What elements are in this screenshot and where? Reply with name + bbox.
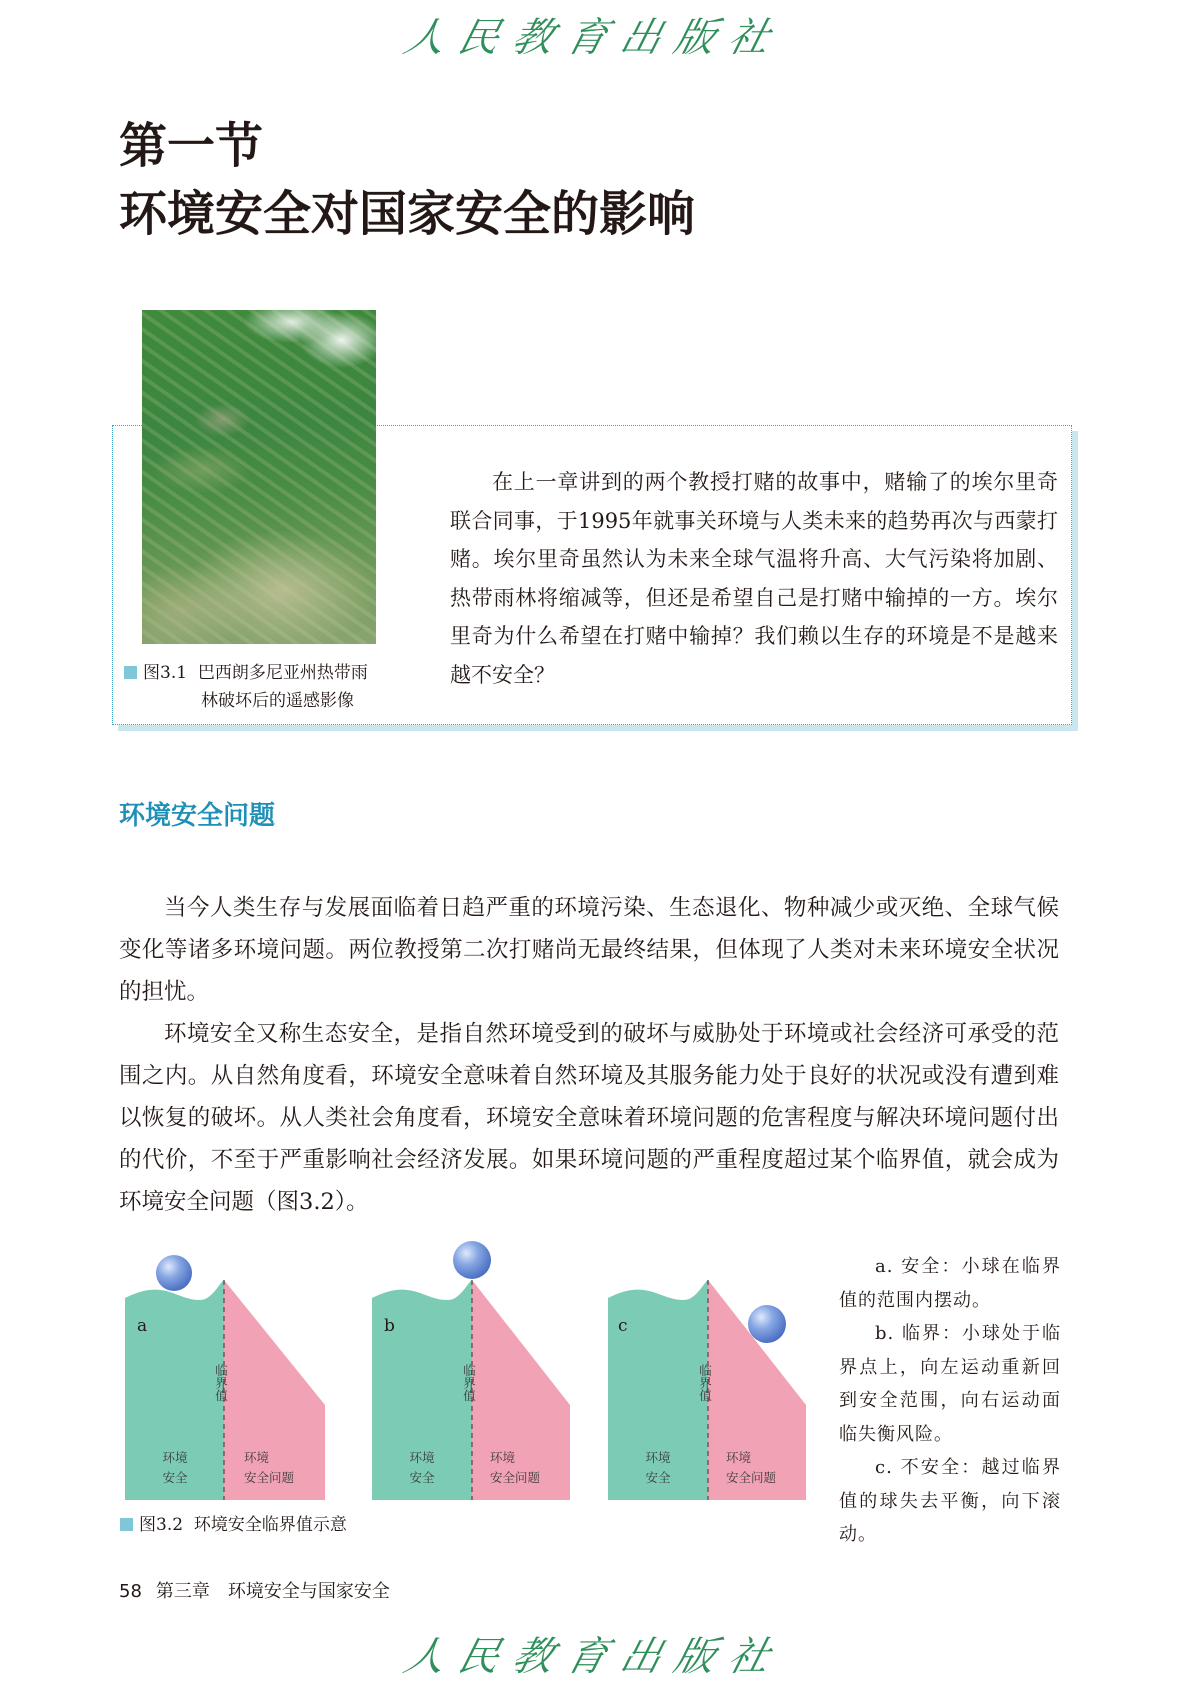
safe-zone: [372, 1280, 472, 1500]
ball-icon: [453, 1241, 491, 1279]
note-item: a. 安全：小球在临界值的范围内摆动。: [839, 1256, 1061, 1311]
satellite-image: [142, 310, 376, 644]
subheading: 环境安全问题: [119, 801, 276, 831]
note-item: b. 临界：小球处于临界点上，向左运动重新回到安全范围，向右运动面临失衡风险。: [839, 1323, 1061, 1445]
figure-3-2-caption: [120, 1511, 347, 1539]
caption-text: 环境安全临界值示意: [193, 1515, 347, 1535]
figure-3-2: [120, 1240, 810, 1510]
problem-label: 环境: [490, 1450, 516, 1465]
note-item: c. 不安全：越过临界值的球失去平衡，向下滚动。: [839, 1457, 1061, 1545]
problem-label: 环境: [726, 1450, 752, 1465]
figure-number: 图3.1: [143, 663, 188, 683]
safe-label: 环境: [645, 1450, 671, 1465]
safe-label: 环境: [162, 1450, 188, 1465]
panel-label: a: [137, 1316, 148, 1336]
body-paragraph: 环境安全又称生态安全，是指自然环境受到的破坏与威胁处于环境或社会经济可承受的范围之内。从自然角度看，环境安全意味着自然环境及其服务能力处于良好的状况或没有遭到难以恢复的破坏。从人类社会角度看，环境安全意味着环境问题的危害程度与解决环境问题付出的代价，不至于严重影响社会经济发展。如果环境问题的严重程度超过某个临界值，就会成为环境安全问题（图3.2）。: [119, 1021, 1059, 1215]
safe-zone: [125, 1280, 224, 1500]
page-footer: [119, 1577, 390, 1603]
caption-line-1: 巴西朗多尼亚州热带雨: [197, 663, 368, 683]
safe-zone: [608, 1280, 708, 1500]
problem-label: 安全问题: [490, 1470, 541, 1485]
body-paragraph: 当今人类生存与发展面临着日趋严重的环境污染、生态退化、物种减少或灭绝、全球气候变化等诸多环境问题。两位教授第二次打赌尚无最终结果，但体现了人类对未来环境安全状况的担忧。: [119, 895, 1059, 1005]
ball-icon: [748, 1305, 786, 1343]
chapter-title: 第三章 环境安全与国家安全: [155, 1581, 390, 1602]
ball-icon: [156, 1255, 192, 1291]
body-text: [119, 887, 1059, 1223]
panel-label: b: [384, 1316, 395, 1336]
section-number: 第一节: [119, 118, 264, 174]
publisher-logo-top: 人民教育出版社: [399, 15, 789, 61]
threshold-label: 临界值: [697, 1364, 713, 1402]
safe-label: 安全: [162, 1470, 188, 1485]
figure-number: 图3.2: [139, 1515, 184, 1535]
diagram-panel-a: [125, 1255, 325, 1500]
safe-label: 环境: [409, 1450, 435, 1465]
caption-line-2: 林破坏后的遥感影像: [201, 691, 354, 711]
section-title: [119, 112, 695, 248]
figure-3-2-notes: [839, 1250, 1061, 1552]
threshold-label: 临界值: [461, 1364, 477, 1402]
problem-label: 环境: [244, 1450, 270, 1465]
problem-zone: [472, 1280, 570, 1500]
problem-label: 安全问题: [244, 1470, 295, 1485]
threshold-diagram: [120, 1240, 810, 1510]
safe-label: 安全: [645, 1470, 671, 1485]
problem-label: 安全问题: [726, 1470, 777, 1485]
caption-marker-icon: [124, 666, 137, 679]
figure-3-1-caption: [124, 659, 394, 715]
diagram-panel-b: [372, 1241, 570, 1500]
page-number: 58: [119, 1581, 142, 1602]
problem-zone: [224, 1280, 325, 1500]
intro-text: 在上一章讲到的两个教授打赌的故事中，赌输了的埃尔里奇联合同事，于1995年就事关环境与人类未来的趋势再次与西蒙打赌。埃尔里奇虽然认为未来全球气温将升高、大气污染将加剧、热带雨林将缩减等，但还是希望自己是打赌中输掉的一方。埃尔里奇为什么希望在打赌中输掉？我们赖以生存的环境是不是越来越不安全？: [450, 470, 1058, 687]
caption-marker-icon: [120, 1518, 133, 1531]
threshold-label: 临界值: [213, 1364, 229, 1402]
section-heading: 环境安全对国家安全的影响: [119, 186, 696, 242]
panel-label: c: [618, 1316, 628, 1336]
diagram-panel-c: [608, 1280, 806, 1500]
safe-label: 安全: [409, 1470, 435, 1485]
publisher-logo-bottom: 人民教育出版社: [399, 1634, 789, 1680]
